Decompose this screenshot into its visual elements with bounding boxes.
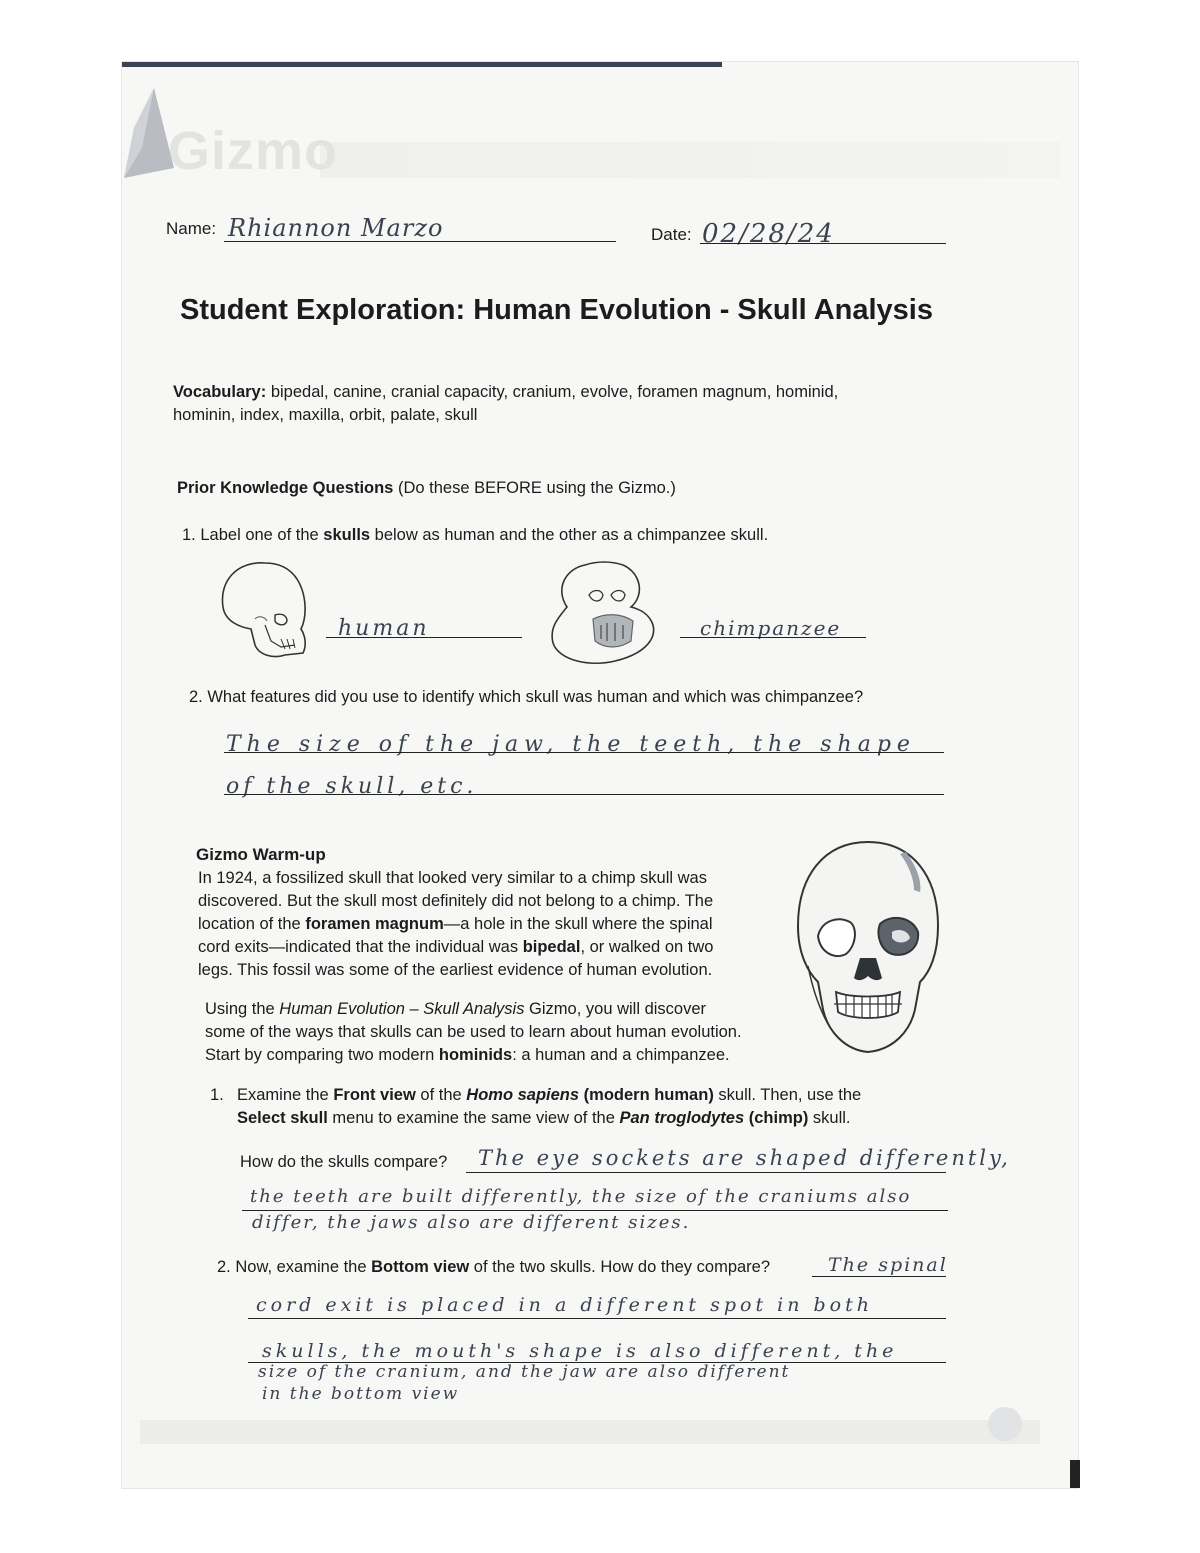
warmup-q1-chimp: (chimp) (744, 1109, 809, 1127)
name-line (224, 241, 616, 242)
pk-q1-answer-left[interactable]: human (338, 616, 430, 641)
pk-q2-answer-1[interactable]: The size of the jaw, the teeth, the shape (226, 732, 916, 757)
warmup-p2-a-post: Gizmo, you will discover (524, 1000, 707, 1018)
pk-q2-line-2 (224, 794, 944, 795)
warmup-question-2 (217, 1256, 770, 1279)
pk-q1-text-b: below as human and the other as a chimpanzee skull. (370, 526, 769, 544)
warmup-q1-line-2 (242, 1210, 948, 1211)
warmup-q2-answer-2[interactable]: cord exit is placed in a different spot in both (256, 1294, 873, 1316)
warmup-p1-d-post: , or walked on two (580, 938, 714, 956)
page-top-edge (122, 62, 722, 67)
pk-q1-text-a: Label one of the (200, 526, 324, 544)
pk-q1-answer-right[interactable]: chimpanzee (700, 616, 842, 640)
vocabulary-terms-2: hominin, index, maxilla, orbit, palate, skull (173, 406, 478, 424)
warmup-p2-c-post: : a human and a chimpanzee. (512, 1046, 730, 1064)
warmup-q1-answer-2[interactable]: the teeth are built differently, the size of the craniums also (250, 1186, 912, 1207)
page-title: Student Exploration: Human Evolution - Skull Analysis (180, 294, 933, 326)
warmup-heading: Gizmo Warm-up (196, 845, 326, 864)
warmup-q1-answer-3[interactable]: differ, the jaws also are different sizes. (252, 1212, 691, 1233)
warmup-q1-number: 1. (210, 1086, 224, 1104)
warmup-q1-b-mid: menu to examine the same view of the (327, 1109, 620, 1127)
name-label: Name: (166, 219, 217, 238)
pk-q1-line-right (680, 637, 866, 638)
vocabulary-terms-1: bipedal, canine, cranial capacity, cranium, evolve, foramen magnum, hominid, (270, 383, 839, 401)
warmup-q1-prompt: How do the skulls compare? (240, 1153, 448, 1171)
warmup-p2-c-pre: Start by comparing two modern (205, 1046, 439, 1064)
warmup-q1-a-pre: Examine the (237, 1086, 334, 1104)
warmup-question-1 (210, 1084, 930, 1130)
chimpanzee-skull-icon (545, 555, 670, 670)
warmup-p1-line-b: discovered. But the skull most definitely did not belong to a chimp. The (198, 892, 714, 910)
warmup-p2-a-italic: Human Evolution – Skull Analysis (279, 1000, 525, 1018)
warmup-q1-homo-sapiens: Homo sapiens (466, 1086, 580, 1104)
vocabulary-label: Vocabulary: (173, 383, 267, 401)
pk-q2-line-1 (224, 752, 944, 753)
warmup-q1-b-post: skull. (808, 1109, 851, 1127)
warmup-q2-answer-4[interactable]: size of the cranium, and the jaw are also different (258, 1362, 791, 1382)
warmup-p1-d-bold: bipedal (522, 938, 581, 956)
name-value[interactable]: Rhiannon Marzo (228, 214, 444, 242)
warmup-q2-line-2 (248, 1318, 946, 1319)
page-corner-shadow (1070, 1460, 1080, 1488)
header-band (320, 142, 1060, 178)
warmup-q1-line-1 (466, 1172, 946, 1173)
prior-knowledge-note: (Do these BEFORE using the Gizmo.) (397, 479, 676, 497)
warmup-p1-line-a: In 1924, a fossilized skull that looked very similar to a chimp skull was (198, 869, 707, 887)
warmup-q1-a-mid: of the (415, 1086, 467, 1104)
warmup-q1-front-view: Front view (333, 1086, 416, 1104)
warmup-q1-a-post: skull. Then, use the (713, 1086, 862, 1104)
warmup-q1-pan-troglodytes: Pan troglodytes (619, 1109, 745, 1127)
front-skull-icon (788, 836, 948, 1062)
warmup-q2-answer-3[interactable]: skulls, the mouth's shape is also different, the (262, 1340, 898, 1362)
gizmo-logo-icon (124, 88, 174, 178)
human-skull-icon (215, 555, 315, 665)
gizmo-logo-text: Gizmo (168, 121, 339, 181)
warmup-p1-d-pre: cord exits—indicated that the individual was (198, 938, 523, 956)
warmup-q2-pre: Now, examine the (235, 1258, 372, 1276)
pk-q2-number: 2. (189, 688, 203, 706)
pk-q2-text: What features did you use to identify which skull was human and which was chimpanzee? (207, 688, 864, 706)
pk-q2-answer-2[interactable]: of the skull, etc. (226, 774, 478, 799)
pk-q1-line-left (326, 637, 522, 638)
pk-question-2 (189, 686, 863, 709)
warmup-p2-a-pre: Using the (205, 1000, 280, 1018)
vocabulary (173, 381, 953, 427)
warmup-paragraph-1 (198, 867, 788, 982)
pk-q1-number: 1. (182, 526, 196, 544)
warmup-q2-answer-5[interactable]: in the bottom view (262, 1384, 460, 1404)
warmup-q1-modern-human: (modern human) (579, 1086, 714, 1104)
prior-knowledge-title: Prior Knowledge Questions (177, 479, 394, 497)
pk-question-1 (182, 524, 768, 547)
warmup-p2-c-bold: hominids (438, 1046, 513, 1064)
warmup-p2-line-b: some of the ways that skulls can be used to learn about human evolution. (205, 1023, 742, 1041)
date-value[interactable]: 02/28/24 (702, 219, 835, 249)
warmup-q2-bottom-view: Bottom view (371, 1258, 470, 1276)
date-label: Date: (651, 225, 692, 244)
warmup-p1-c-post: —a hole in the skull where the spinal (443, 915, 713, 933)
warmup-p1-line-e: legs. This fossil was some of the earliest evidence of human evolution. (198, 961, 713, 979)
warmup-p1-c-bold: foramen magnum (305, 915, 444, 933)
pk-q1-bold: skulls (323, 526, 371, 544)
prior-knowledge-heading (177, 477, 676, 500)
warmup-q2-post: of the two skulls. How do they compare? (469, 1258, 771, 1276)
date-line (700, 243, 946, 244)
warmup-q2-number: 2. (217, 1258, 231, 1276)
page-footer-band (140, 1420, 1040, 1444)
warmup-q1-answer-1[interactable]: The eye sockets are shaped differently, (478, 1146, 1011, 1170)
warmup-q1-select-skull: Select skull (237, 1109, 328, 1127)
warmup-q2-line-1 (812, 1276, 946, 1277)
warmup-paragraph-2 (205, 998, 795, 1067)
warmup-p1-c-pre: location of the (198, 915, 306, 933)
warmup-q2-answer-1[interactable]: The spinal (828, 1254, 948, 1276)
footer-logo-icon (985, 1404, 1025, 1444)
